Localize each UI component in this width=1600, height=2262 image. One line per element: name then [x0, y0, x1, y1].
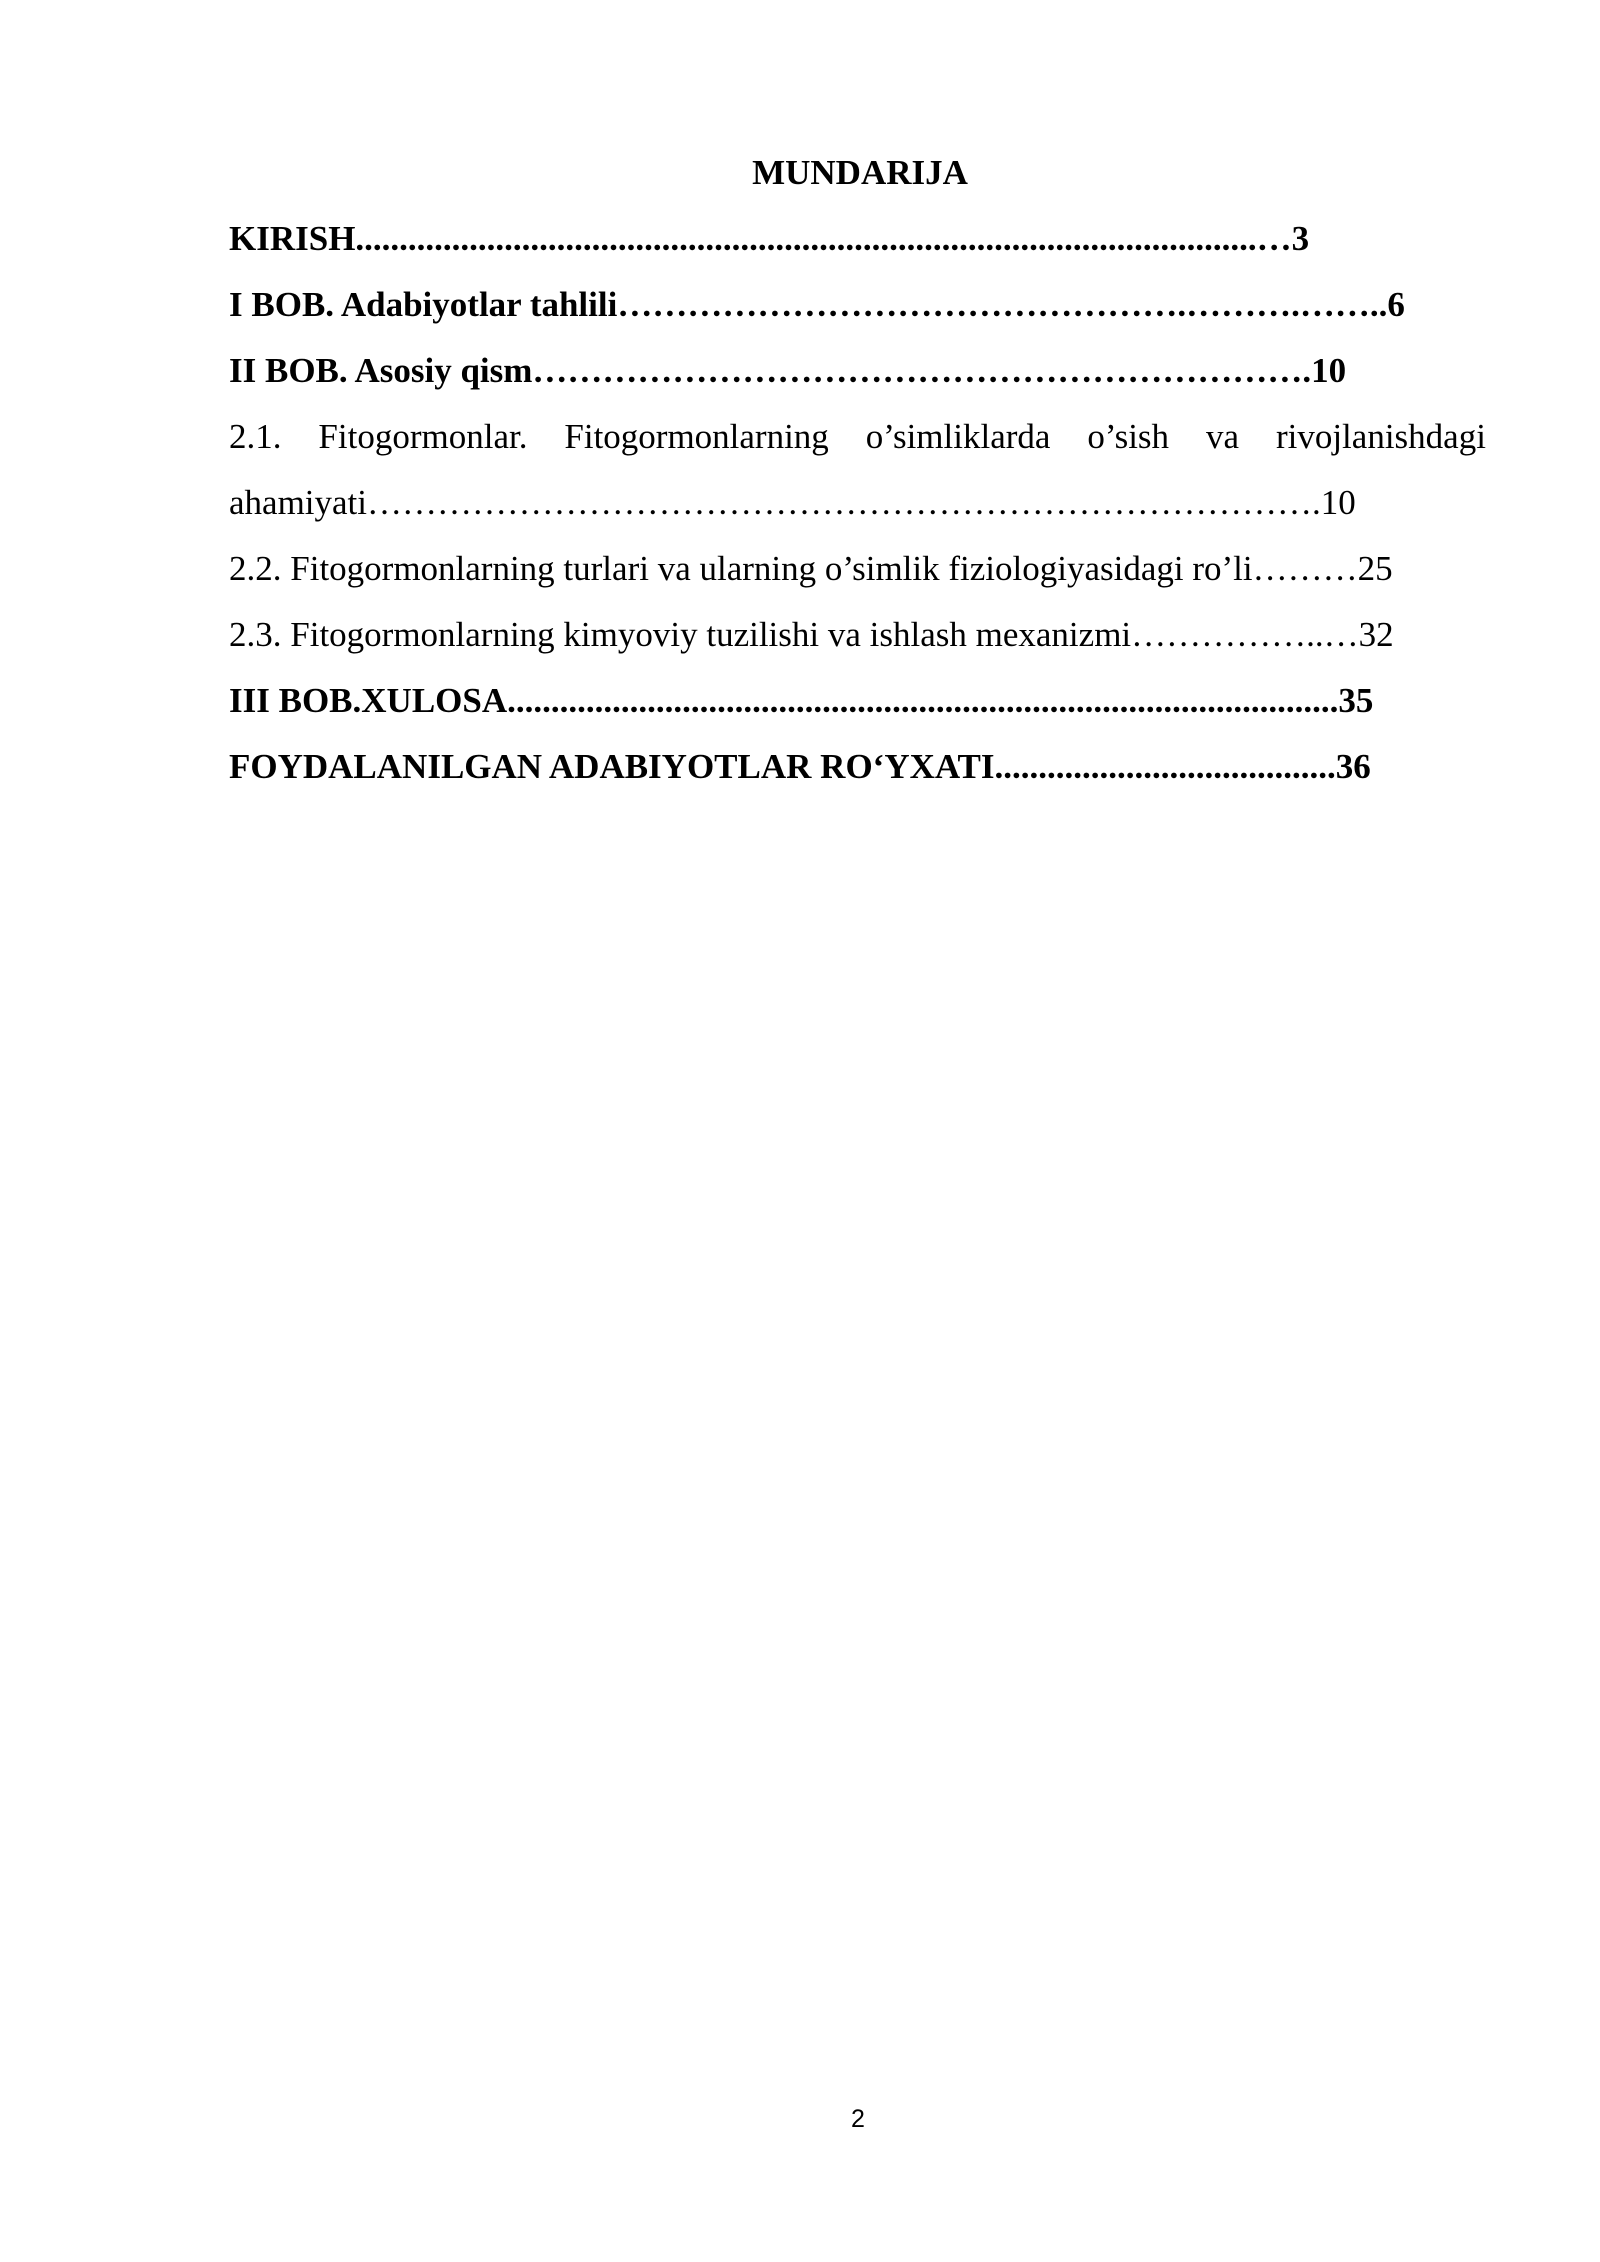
toc-entry-section-2-2: 2.2. Fitogormonlarning turlari va ularning o’simlik fiziologiyasidagi ro’li………25 [229, 549, 1393, 588]
toc-entry-section-2-3: 2.3. Fitogormonlarning kimyoviy tuzilishi va ishlash mexanizmi……………..…32 [229, 615, 1394, 654]
toc-entry-kirish: KIRISH.......................................................................................................…3 [229, 219, 1310, 258]
toc-entry-chapter-2: II BOB. Asosiy qism………………………………………………………….10 [229, 351, 1347, 390]
toc-entry-chapter-3: III BOB.XULOSA...............................................................................................35 [229, 681, 1374, 720]
toc-entry-section-2-1-line-2: ahamiyati……………………………………………………………………….10 [229, 483, 1356, 522]
toc-entry-chapter-1: I BOB. Adabiyotlar tahlili………………………………………….……….……..6 [229, 285, 1405, 324]
page-title: MUNDARIJA [752, 153, 968, 192]
toc-entry-references: FOYDALANILGAN ADABIYOTLAR RO‘YXATI.......................................36 [229, 747, 1371, 786]
toc-entry-section-2-1-line-1: 2.1. Fitogormonlar. Fitogormonlarning o’simliklarda o’sish va rivojlanishdagi [229, 417, 1486, 456]
page-number: 2 [851, 2105, 865, 2133]
